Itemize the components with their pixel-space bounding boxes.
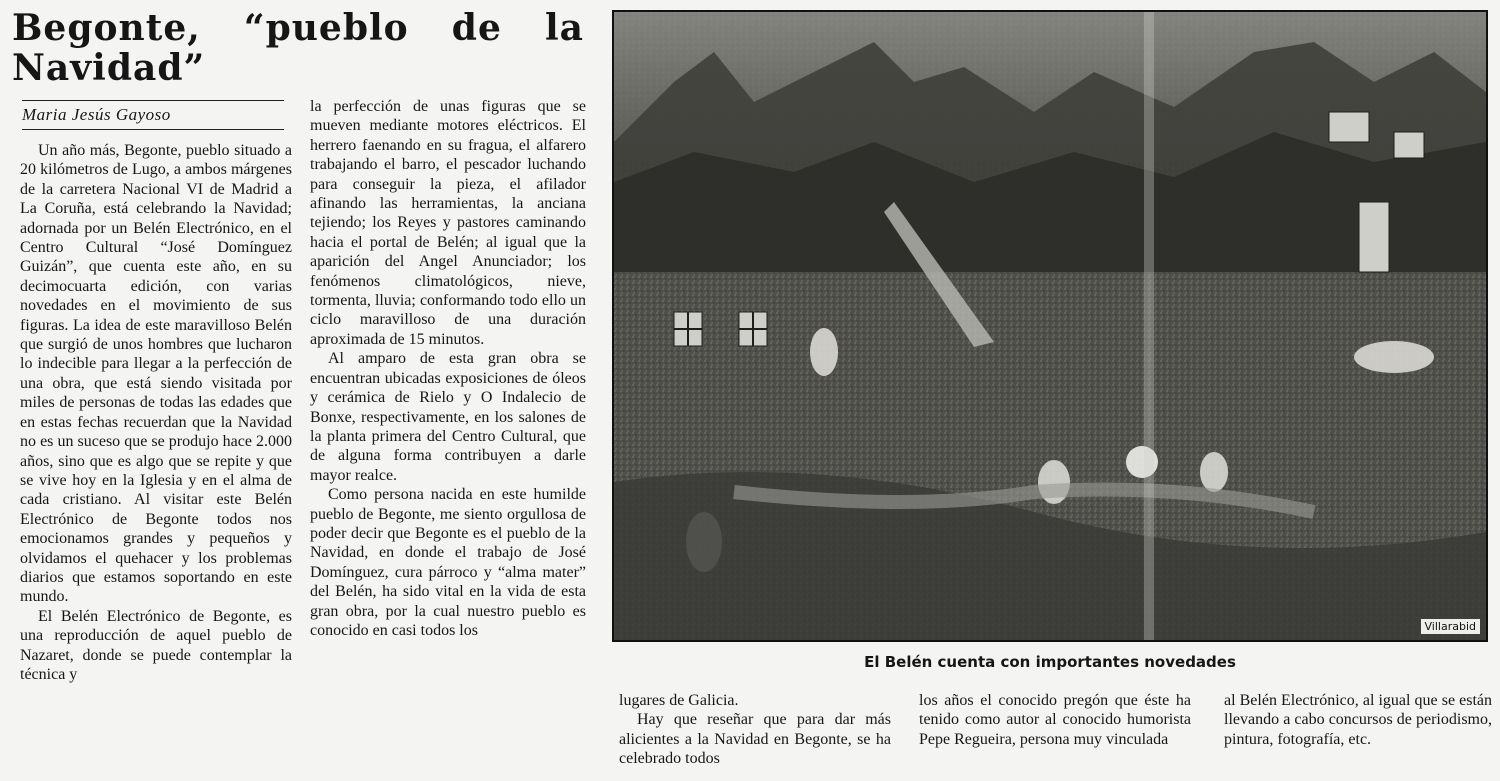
article-column-5 bbox=[1224, 691, 1492, 781]
photo-illustration bbox=[614, 12, 1486, 640]
paragraph: al Belén Electrónico, al igual que se están llevando a cabo concursos de periodismo, pintura, fotografía, etc. bbox=[1224, 692, 1492, 748]
paragraph: El Belén Electrónico de Begonte, es una reproducción de aquel pueblo de Nazaret, donde se puede contemplar la técnica y bbox=[20, 607, 292, 683]
article-column-1 bbox=[20, 141, 292, 781]
article-column-2 bbox=[310, 97, 586, 781]
paragraph: Al amparo de esta gran obra se encuentran ubicadas exposiciones de óleos y cerámica de Rielo y O Indalecio de Bonxe, respectivamente, en los salones de la planta primera del Centro Cultural, que de alguna forma contribuyen a darle mayor realce. bbox=[310, 350, 586, 484]
nativity-scene-photo bbox=[612, 10, 1488, 642]
photo-credit: Villarabid bbox=[1421, 619, 1480, 634]
paragraph: la perfección de unas figuras que se mueven mediante motores eléctricos. El herrero faenando en su fragua, el alfarero trabajando el barro, el pescador luchando para conseguir la pieza, el afilador afinando las herramientas, la anciana tejiendo; los Reyes y pastores caminando hacia el portal de Belén; al igual que la aparición del Angel Anunciador; los fenómenos climatológicos, nieve, tormenta, lluvia; conformando todo ello un ciclo maravilloso de una duración aproximada de 15 minutos. bbox=[310, 98, 586, 348]
headline: Begonte, “pueblo de la Navidad” bbox=[12, 7, 584, 89]
paragraph: Como persona nacida en este humilde pueblo de Begonte, me siento orgullosa de poder decir que Begonte es el pueblo de la Navidad, en donde el trabajo de José Domínguez, cura párroco y “alma mater” del Belén, ha sido vital en la vida de esta gran obra, por la cual nuestro pueblo es conocido en casi todos los bbox=[310, 486, 586, 639]
paragraph: Hay que reseñar que para dar más alicientes a la Navidad en Begonte, se ha celebrado todos bbox=[619, 711, 891, 768]
photo-caption: El Belén cuenta con importantes novedades bbox=[864, 653, 1236, 671]
byline: Maria Jesús Gayoso bbox=[22, 100, 284, 130]
paragraph: lugares de Galicia. bbox=[619, 692, 739, 709]
article-column-4 bbox=[919, 691, 1191, 781]
article-column-3 bbox=[619, 691, 891, 781]
paragraph: los años el conocido pregón que éste ha tenido como autor al conocido humorista Pepe Regueira, persona muy vinculada bbox=[919, 692, 1191, 748]
paragraph: Un año más, Begonte, pueblo situado a 20 kilómetros de Lugo, a ambos márgenes de la carretera Nacional VI de Madrid a La Coruña, está celebrando la Navidad; adornada por un Belén Electrónico, en el Centro Cultural “José Domínguez Guizán”, que cuenta este año, en su decimocuarta edición, con varias novedades en el movimiento de sus figuras. La idea de este maravilloso Belén que surgió de unos hombres que lucharon lo indecible para llegar a la perfección de una obra, que está siendo visitada por miles de personas de todas las edades que en estas fechas recuerdan que la Navidad no es un suceso que se produjo hace 2.000 años, sino que es algo que se repite y que se vive hoy en la Iglesia y en el alma de cada cristiano. Al visitar este Belén Electrónico de Begonte todos nos emocionamos grandes y pequeños y olvidamos el quehacer y los problemas diarios que estamos soportando en este mundo. bbox=[20, 142, 292, 606]
